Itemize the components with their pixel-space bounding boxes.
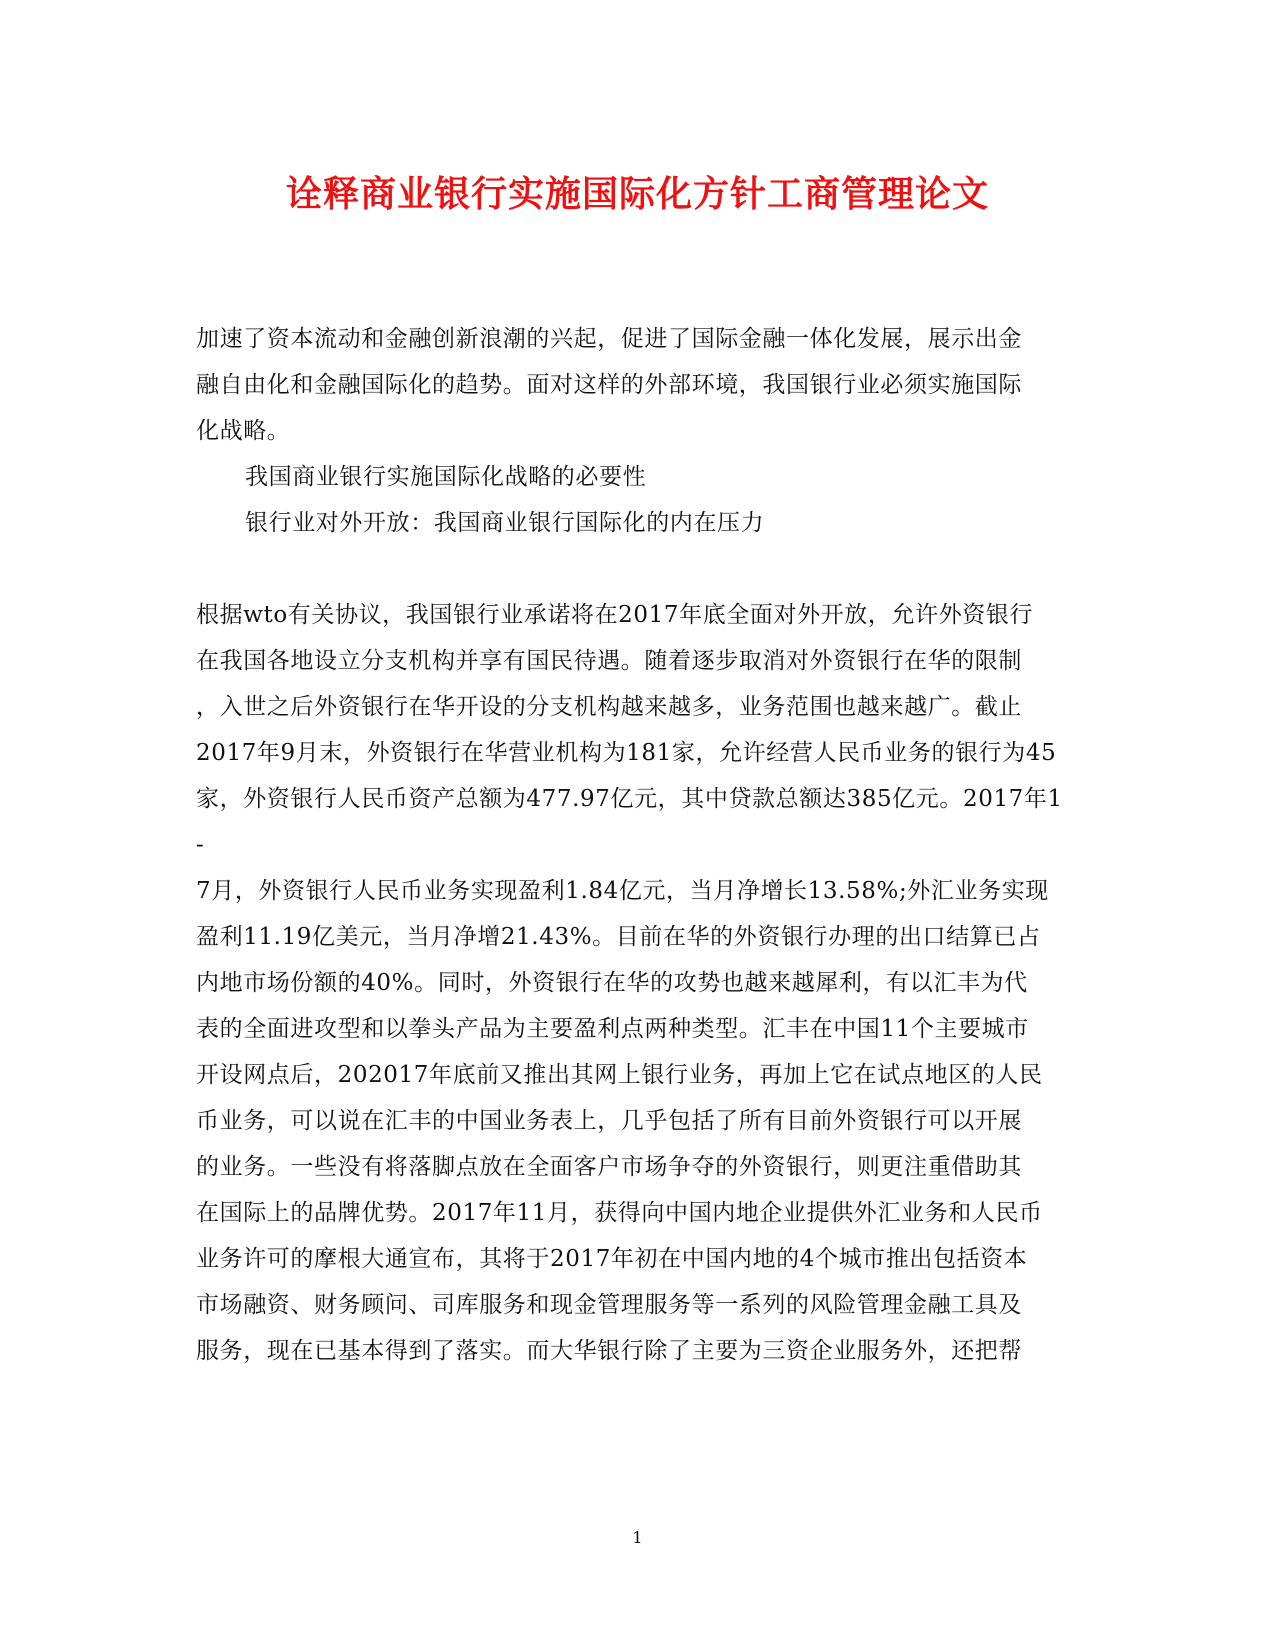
document-title: 诠释商业银行实施国际化方针工商管理论文 <box>285 173 989 215</box>
paragraph-line: 币业务，可以说在汇丰的中国业务表上，几乎包括了所有目前外资银行可以开展 <box>196 1108 1022 1134</box>
paragraph-line: 2017年9月末，外资银行在华营业机构为181家，允许经营人民币业务的银行为45 <box>196 740 1057 766</box>
paragraph-line: 加速了资本流动和金融创新浪潮的兴起，促进了国际金融一体化发展，展示出金 <box>196 326 1022 352</box>
paragraph-line: 服务，现在已基本得到了落实。而大华银行除了主要为三资企业服务外，还把帮 <box>196 1338 1022 1364</box>
paragraph-line: - <box>196 832 205 858</box>
paragraph-line: 内地市场份额的40%。同时，外资银行在华的攻势也越来越犀利，有以汇丰为代 <box>196 970 1028 996</box>
section-heading: 我国商业银行实施国际化战略的必要性 <box>245 464 647 490</box>
paragraph-line: 化战略。 <box>196 418 291 444</box>
paragraph-line: 表的全面进攻型和以拳头产品为主要盈利点两种类型。汇丰在中国11个主要城市 <box>196 1016 1029 1042</box>
paragraph-line: ，入世之后外资银行在华开设的分支机构越来越多，业务范围也越来越广。截止 <box>196 694 1022 720</box>
subsection-heading: 银行业对外开放：我国商业银行国际化的内在压力 <box>245 510 765 536</box>
paragraph-line: 盈利11.19亿美元，当月净增21.43%。目前在华的外资银行办理的出口结算已占 <box>196 924 1041 950</box>
paragraph-line: 根据wto有关协议，我国银行业承诺将在2017年底全面对外开放，允许外资银行 <box>196 602 1034 628</box>
paragraph-line: 在我国各地设立分支机构并享有国民待遇。随着逐步取消对外资银行在华的限制 <box>196 648 1022 674</box>
paragraph-line: 融自由化和金融国际化的趋势。面对这样的外部环境，我国银行业必须实施国际 <box>196 372 1022 398</box>
paragraph-line: 业务许可的摩根大通宣布，其将于2017年初在中国内地的4个城市推出包括资本 <box>196 1246 1028 1272</box>
page-number: 1 <box>632 1528 643 1547</box>
paragraph-line: 的业务。一些没有将落脚点放在全面客户市场争夺的外资银行，则更注重借助其 <box>196 1154 1022 1180</box>
paragraph-line: 家，外资银行人民币资产总额为477.97亿元，其中贷款总额达385亿元。2017年1 <box>196 786 1063 812</box>
paragraph-line: 市场融资、财务顾问、司库服务和现金管理服务等一系列的风险管理金融工具及 <box>196 1292 1022 1318</box>
paragraph-line: 开设网点后，202017年底前又推出其网上银行业务，再加上它在试点地区的人民 <box>196 1062 1043 1088</box>
paragraph-line: 在国际上的品牌优势。2017年11月，获得向中国内地企业提供外汇业务和人民币 <box>196 1200 1043 1226</box>
paragraph-line: 7月，外资银行人民币业务实现盈利1.84亿元，当月净增长13.58%;外汇业务实现 <box>196 878 1049 904</box>
